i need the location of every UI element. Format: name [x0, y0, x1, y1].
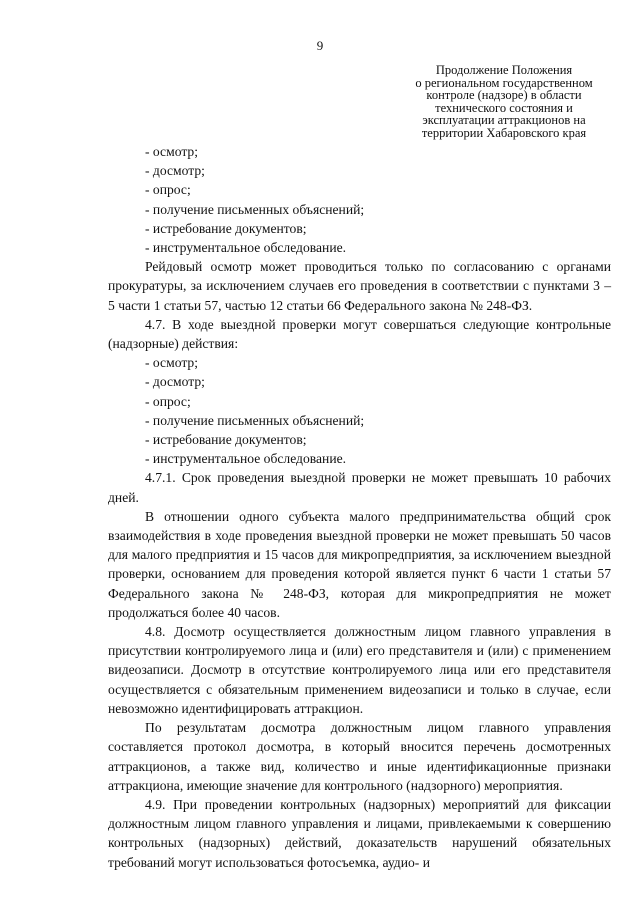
header-note-line: контроле (надзоре) в области	[426, 88, 582, 103]
body-paragraph: В отношении одного субъекта малого предпринимательства общий срок взаимодействия в ходе проведения выездной проверки не может превышать 50 часов для малого предприятия и 15 часов для микропредприятия, за исключением выездной проверки, основанием для проведения которой является пункт 6 части 1 статьи 57 Федерального закона № 248-ФЗ, которая для микропредприятия не может продолжаться более 40 часов.	[108, 508, 611, 620]
list-item: - истребование документов;	[145, 432, 307, 448]
header-note-line: территории Хабаровского края	[421, 125, 587, 140]
body-paragraph: Рейдовый осмотр может проводиться только по согласованию с органами прокуратуры, за исключением случаев его проведения в соответствии с пунктами 3 – 5 части 1 статьи 57, частью 12 статьи 66 Федерального закона № 248-ФЗ.	[108, 259, 611, 313]
list-item: - досмотр;	[145, 163, 205, 179]
list-item: - опрос;	[145, 182, 191, 198]
body-paragraph: 4.7. В ходе выездной проверки могут совершаться следующие контрольные (надзорные) действия:	[108, 316, 611, 352]
body-paragraph: 4.9. При проведении контрольных (надзорных) мероприятий для фиксации должностным лицом главного управления и лицами, привлекаемыми к совершению контрольных (надзорных) действий, доказательств нарушений обязательных требований могут использоваться фотосъемка, аудио- и	[108, 796, 611, 870]
list-item: - получение письменных объяснений;	[145, 412, 365, 428]
list-item: - опрос;	[145, 393, 191, 409]
body-paragraph: 4.7.1. Срок проведения выездной проверки не может превышать 10 рабочих дней.	[108, 470, 611, 505]
list-item: - осмотр;	[145, 355, 198, 371]
document-body	[108, 142, 611, 872]
list-item: - инструментальное обследование.	[145, 240, 347, 256]
header-note-line: Продолжение Положения	[435, 63, 573, 77]
header-note-line: технического состояния и	[435, 100, 573, 115]
list-item: - получение письменных объяснений;	[145, 201, 365, 217]
body-paragraph: По результатам досмотра должностным лицом главного управления составляется протокол досмотра, в который вносится перечень досмотренных аттракционов, а также вид, количество и иные идентификационные признаки аттракциона, имеющие значение для контрольного (надзорного) мероприятия.	[108, 720, 611, 793]
page-number: 9	[316, 38, 324, 53]
header-note-line: о региональном государственном	[415, 75, 593, 90]
list-item: - истребование документов;	[145, 220, 307, 236]
list-item: - инструментальное обследование.	[145, 451, 347, 467]
list-item: - осмотр;	[145, 144, 198, 159]
body-paragraph: 4.8. Досмотр осуществляется должностным лицом главного управления в присутствии контролируемого лица и (или) его представителя и (или) с применением видеозаписи. Досмотр в отсутствие контролируемого лица или его представителя осуществляется с обязательным применением видеозаписи и только в случае, если невозможно идентифицировать аттракцион.	[108, 624, 611, 716]
list-item: - досмотр;	[145, 374, 205, 390]
document-header-note	[398, 64, 610, 140]
header-note-line: эксплуатации аттракционов на	[422, 113, 586, 128]
